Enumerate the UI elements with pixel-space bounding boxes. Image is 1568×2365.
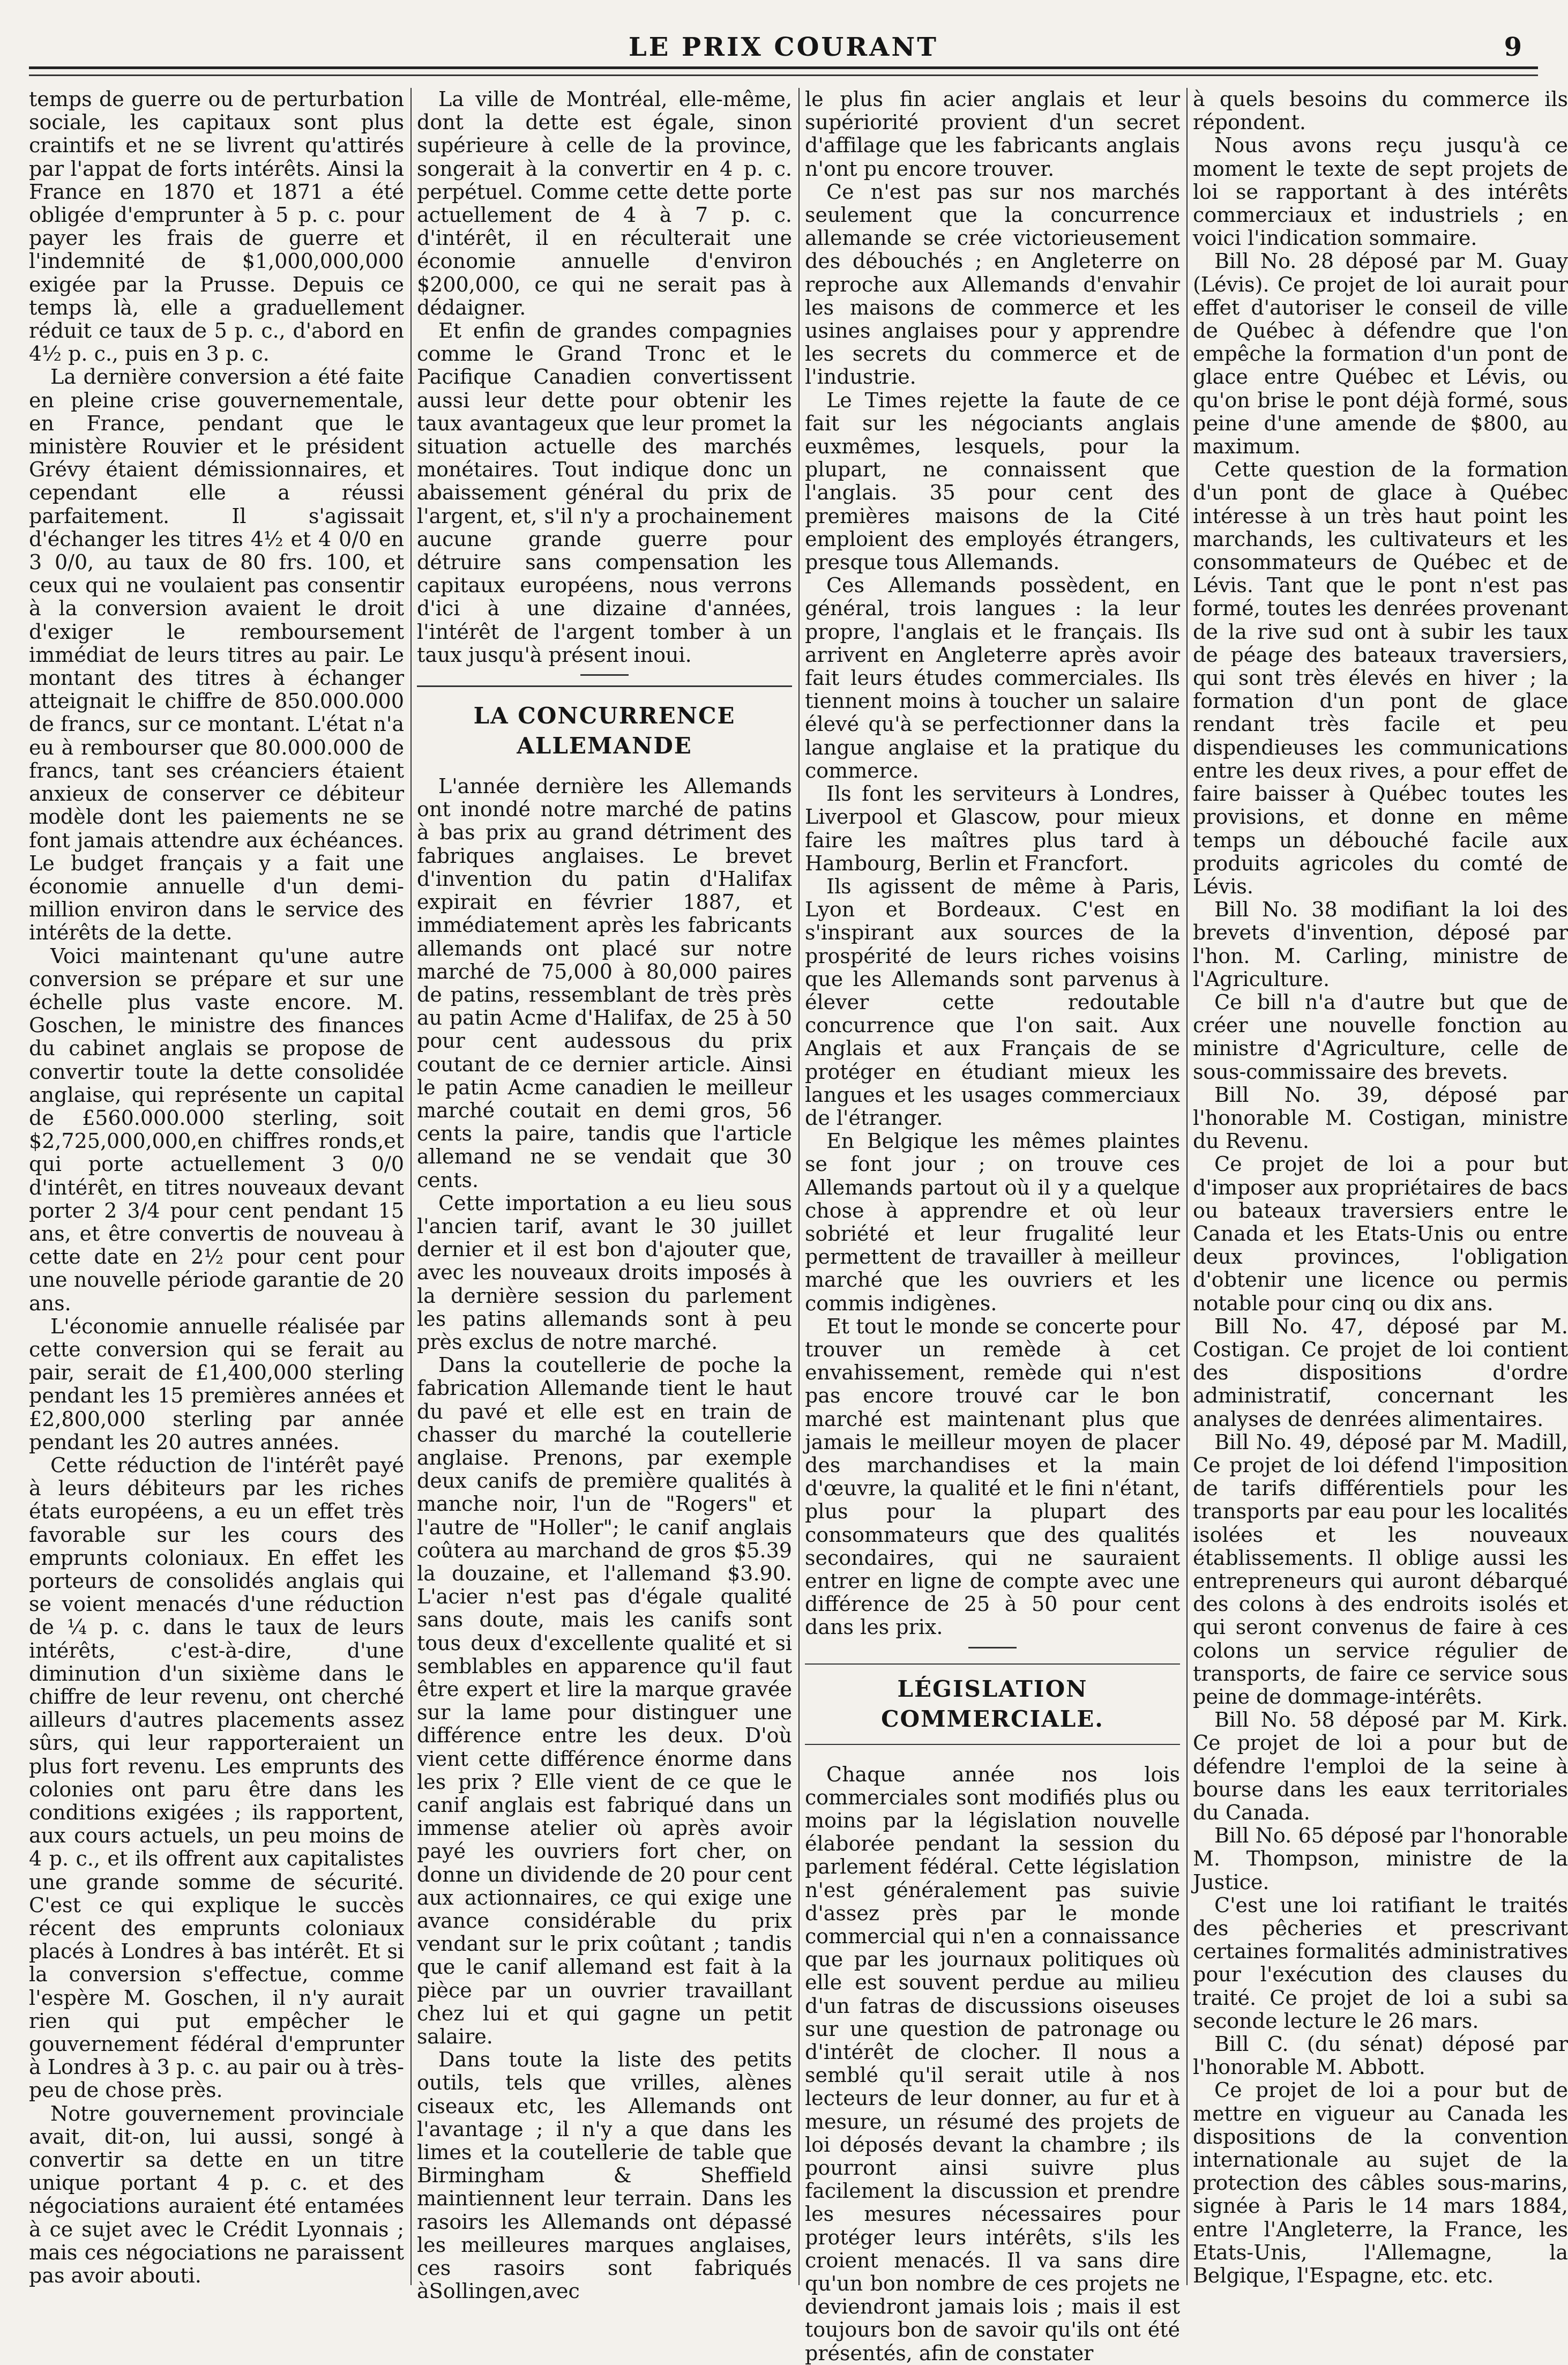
paragraph: Notre gouvernement provinciale avait, dit-on, lui aussi, songé à convertir sa dette en un titre unique portant 4 p. c. et des négociations auraient été entamées à ce sujet avec le Crédit Lyonnais ; mais ces négociations ne paraissent pas avoir abouti. xyxy=(29,2101,404,2288)
newspaper-title: LE PRIX COURANT xyxy=(628,32,939,62)
paragraph: Ce projet de loi a pour but d'imposer aux propriétaires de bacs ou bateaux traversiers entre le Canada et les Etats-Unis ou entre deux provinces, l'obligation d'obtenir une licence ou permis notable pour cinq ou dix ans. xyxy=(1193,1152,1568,1315)
paragraph: La ville de Montréal, elle-même, dont la dette est égale, sinon supérieure à celle de la province, songerait à la convertir en 4 p. c. perpétuel. Comme cette dette porte actuellement de 4 à 7 p. c. d'intérêt, il en réculterait une économie annuelle d'environ $200,000, ce qui ne serait pas à dédaigner. xyxy=(417,87,792,319)
headline-box xyxy=(805,1663,1180,1745)
headline-commercial-legislation: LÉGISLATION COMMERCIALE. xyxy=(881,1675,1104,1732)
section-dash xyxy=(968,1647,1017,1648)
section-rule xyxy=(417,685,792,687)
column-divider xyxy=(798,88,800,2285)
paragraph: temps de guerre ou de perturbation sociale, les capitaux sont plus craintifs et ne se livrent qu'attirés par l'appat de forts intérêts. Ainsi la France en 1870 et 1871 a été obligée d'emprunter à 5 p. c. pour payer les frais de guerre et l'indemnité de $1,000,000,000 exigée par la Prusse. Depuis ce temps là, elle a graduellement réduit ce taux de 5 p. c., d'abord en 4½ p. c., puis en 3 p. c. xyxy=(29,87,404,366)
column-divider xyxy=(1186,88,1188,2285)
paragraph: Dans la coutellerie de poche la fabrication Allemande tient le haut du pavé et elle est en train de chasser du marché la coutellerie anglaise. Prenons, par exemple deux canifs de première qualités à manche noir, l'un de "Rogers" et l'autre de "Holler"; le canif anglais coûtera au marchand de gros $5.39 la douzaine, et l'allemand $3.90. L'acier n'est pas d'égale qualité sans doute, mais les canifs sont tous deux d'excellente qualité et si semblables en apparence qu'il faut être expert et lire la marque gravée sur la lame pour distinguer une différence entre les deux. D'où vient cette différence énorme dans les prix ? Elle vient de ce que le canif anglais est fabriqué dans un immense atelier où après avoir payé les ouvriers fort cher, on donne un dividende de 20 pour cent aux actionnaires, ce qui exige une avance considérable du prix vendant sur le prix coûtant ; tandis que le canif allemand est fait à la pièce par un ouvrier travaillant chez lui et qui gagne un petit salaire. xyxy=(417,1353,792,2049)
paragraph: L'année dernière les Allemands ont inondé notre marché de patins à bas prix au grand détriment des fabriques anglaises. Le brevet d'invention du patin d'Halifax expirait en février 1887, et immédiatement après les fabricants allemands ont placé sur notre marché de 75,000 à 80,000 paires de patins, ressemblant de très près au patin Acme d'Halifax, de 25 à 50 pour cent audessous du prix coutant de ce dernier article. Ainsi le patin Acme canadien le meilleur marché coutait en demi gros, 56 cents la paire, tandis que l'article allemand ne se vendait que 30 cents. xyxy=(417,774,792,1192)
column-2 xyxy=(417,87,792,2303)
column-3 xyxy=(805,87,1180,2365)
paragraph: Nous avons reçu jusqu'à ce moment le texte de sept projets de loi se rapportant à des intérêts commerciaux et industriels ; en voici l'indication sommaire. xyxy=(1193,133,1568,250)
paragraph: Ce n'est pas sur nos marchés seulement que la concurrence allemande se crée victorieusement des débouchés ; en Angleterre on reproche aux Allemands d'envahir les maisons de commerce et les usines anglaises pour y apprendre les secrets du commerce et de l'industrie. xyxy=(805,180,1180,389)
page-number: 9 xyxy=(1504,32,1522,62)
paragraph: Et tout le monde se concerte pour trouver un remède à cet envahissement, remède qui n'est pas encore trouvé car le bon marché est maintenant plus que jamais le meilleur moyen de placer des marchandises et la main d'œuvre, la qualité et le fini n'étant, plus pour la plupart des consommateurs que des qualités secondaires, qui ne sauraient entrer en ligne de compte avec une différence de 25 à 50 pour cent dans les prix. xyxy=(805,1314,1180,1639)
paragraph: Chaque année nos lois commerciales sont modifiés plus ou moins par la législation nouvelle élaborée pendant la session du parlement fédéral. Cette législation n'est généralement pas suivie d'assez près par le monde commercial qui n'en a connaissance que par les journaux politiques où elle est souvent perdue au milieu d'un fatras de discussions oiseuses sur une question de patronage ou d'intérêt de clocher. Il nous a semblé qu'il serait utile à nos lecteurs de leur donner, au fur et à mesure, un résumé des projets de loi déposés devant la chambre ; ils pourront ainsi suivre plus facilement la discussion et prendre les mesures nécessaires pour protéger leurs intérêts, s'ils les croient menacés. Il va sans dire qu'un bon nombre de ces projets ne deviendront jamais lois ; mais il est toujours bon de savoir qu'ils ont été présentés, afin de constater xyxy=(805,1762,1180,2365)
paragraph: Bill C. (du sénat) déposé par l'honorable M. Abbott. xyxy=(1193,2032,1568,2079)
column-4 xyxy=(1193,87,1568,2288)
masthead xyxy=(29,32,1538,69)
paragraph: Le Times rejette la faute de ce fait sur les négociants anglais euxmêmes, lesquels, pour la plupart, ne connaissent que l'anglais. 35 pour cent des premières maisons de la Cité emploient des employés étrangers, presque tous Allemands. xyxy=(805,388,1180,575)
paragraph: Bill No. 65 déposé par l'honorable M. Thompson, ministre de la Justice. xyxy=(1193,1824,1568,1894)
column-1 xyxy=(29,87,404,2288)
paragraph: Ils font les serviteurs à Londres, Liverpool et Glascow, pour mieux faire les maîtres plus tard à Hambourg, Berlin et Francfort. xyxy=(805,782,1180,875)
paragraph: Ils agissent de même à Paris, Lyon et Bordeaux. C'est en s'inspirant aux sources de la prospérité de leurs riches voisins que les Allemands sont parvenus à élever cette redoutable concurrence que l'on sait. Aux Anglais et aux Français de se protéger en étudiant mieux les langues et les usages commerciaux de l'étranger. xyxy=(805,874,1180,1130)
columns xyxy=(29,87,1568,2365)
paragraph: Et enfin de grandes compagnies comme le Grand Tronc et le Pacifique Canadien convertissent aussi leur dette pour obtenir les taux avantageux que leur promet la situation actuelle des marchés monétaires. Tout indique donc un abaissement général du prix de l'argent, et, s'il n'y a prochainement aucune grande guerre pour détruire sans compensation les capitaux européens, nous verrons d'ici à une dizaine d'années, l'intérêt de l'argent tomber à un taux jusqu'à présent inoui. xyxy=(417,319,792,667)
paragraph: Bill No. 28 déposé par M. Guay (Lévis). Ce projet de loi aurait pour effet d'autoriser le conseil de ville de Québec à défendre que l'on empêche la formation d'un pont de glace entre Québec et Lévis, ou qu'on brise le pont déjà formé, sous peine d'une amende de $800, au maximum. xyxy=(1193,249,1568,459)
paragraph: Bill No. 39, déposé par l'honorable M. Costigan, ministre du Revenu. xyxy=(1193,1083,1568,1153)
paragraph: le plus fin acier anglais et leur supériorité provient d'un secret d'affilage que les fabricants anglais n'ont pu encore trouver. xyxy=(805,87,1180,181)
paragraph: Ce bill n'a d'autre but que de créer une nouvelle fonction au ministre d'Agriculture, celle de sous-commissaire des brevets. xyxy=(1193,990,1568,1084)
paragraph: C'est une loi ratifiant le traités des pêcheries et prescrivant certaines formalités administratives pour l'exécution des clauses du traité. Ce projet de loi a subi sa seconde lecture le 26 mars. xyxy=(1193,1893,1568,2033)
paragraph: Bill No. 49, déposé par M. Madill, Ce projet de loi défend l'imposition de tarifs différentiels pour les transports par eau pour les localités isolées et les nouveaux établissements. Il oblige aussi les entrepreneurs qui auront débarqué des colons à des endroits isolés et qui seront convenus de faire à ces colons un service régulier de transports, de faire ce service sous peine de dommage-intérêts. xyxy=(1193,1430,1568,1709)
paragraph: En Belgique les mêmes plaintes se font jour ; on trouve ces Allemands partout où il y a quelque chose à apprendre et où leur sobriété et leur frugalité leur permettent de travailler à meilleur marché que les ouvriers et les commis indigènes. xyxy=(805,1129,1180,1315)
paragraph: Bill No. 47, déposé par M. Costigan. Ce projet de loi contient des dispositions d'ordre administratif, concernant les analyses de denrées alimentaires. xyxy=(1193,1314,1568,1431)
paragraph: Dans toute la liste des petits outils, tels que vrilles, alènes ciseaux etc, les Allemands ont l'avantage ; il n'y a que dans les limes et la coutellerie de table que Birmingham & Sheffield maintiennent leur terrain. Dans les rasoirs les Allemands ont dépassé les meilleures marques anglaises, ces rasoirs sont fabriqués àSollingen,avec xyxy=(417,2048,792,2303)
masthead-rule xyxy=(29,74,1538,76)
headline-german-competition: LA CONCURRENCE ALLEMANDE xyxy=(473,703,736,759)
paragraph: Bill No. 38 modifiant la loi des brevets d'invention, déposé par l'hon. M. Carling, ministre de l'Agriculture. xyxy=(1193,898,1568,991)
paragraph: Cette importation a eu lieu sous l'ancien tarif, avant le 30 juillet dernier et il est bon d'ajouter que, avec les nouveaux droits imposés à la dernière session du parlement les patins allemands sont à peu près exclus de notre marché. xyxy=(417,1191,792,1354)
paragraph: Cette réduction de l'intérêt payé à leurs débiteurs par les riches états européens, a eu un effet très favorable sur les cours des emprunts coloniaux. En effet les porteurs de consolidés anglais qui se voient menacés d'une réduction de ¼ p. c. dans le taux de leurs intérêts, c'est-à-dire, d'une diminution d'un sixième dans le chiffre de leur revenu, ont cherché ailleurs d'autres placements assez sûrs, qui leur rapporteraient un plus fort revenu. Les emprunts des colonies ont paru être dans les conditions exigées ; ils rapportent, aux cours actuels, un peu moins de 4 p. c., et ils offrent aux capitalistes une grande somme de sécurité. C'est ce qui explique le succès récent des emprunts coloniaux placés à Londres à bas intérêt. Et si la conversion s'effectue, comme l'espère M. Goschen, il n'y aurait rien qui put empêcher le gouvernement fédéral d'emprunter à Londres à 3 p. c. au pair ou à très-peu de chose près. xyxy=(29,1453,404,2102)
paragraph: à quels besoins du commerce ils répondent. xyxy=(1193,87,1568,135)
paragraph: Ces Allemands possèdent, en général, trois langues : la leur propre, l'anglais et le français. Ils arrivent en Angleterre après avoir fait leurs études commerciales. Ils tiennent moins à toucher un salaire élevé qu'à se perfectionner dans la langue anglaise et la pratique du commerce. xyxy=(805,573,1180,782)
paragraph: L'économie annuelle réalisée par cette conversion qui se ferait au pair, serait de £1,400,000 sterling pendant les 15 premières années et £2,800,000 sterling par année pendant les 20 autres années. xyxy=(29,1314,404,1454)
paragraph: La dernière conversion a été faite en pleine crise gouvernementale, en France, pendant que le ministère Rouvier et le président Grévy étaient démissionnaires, et cependant elle a réussi parfaitement. Il s'agissait d'échanger les titres 4½ et 4 0/0 en 3 0/0, au taux de 80 frs. 100, et ceux qui ne voulaient pas consentir à la conversion avaient le droit d'exiger le remboursement immédiat de leurs titres au pair. Le montant des titres à échanger atteignait le chiffre de 850.000.000 de francs, sur ce montant. L'état n'a eu à rembourser que 80.000.000 de francs, tant ses créanciers étaient anxieux de conserver ce débiteur modèle dont les paiements ne se font jamais attendre aux échéances. Le budget français y a fait une économie annuelle d'un demi-million environ dans le service des intérêts de la dette. xyxy=(29,365,404,945)
paragraph: Voici maintenant qu'une autre conversion se prépare et sur une échelle plus vaste encore. M. Goschen, le ministre des finances du cabinet anglais se propose de convertir toute la dette consolidée anglaise, qui représente un capital de £560.000.000 sterling, soit $2,725,000,000,en chiffres ronds,et qui porte actuellement 3 0/0 d'intérêt, en titres nouveaux devant porter 2 3/4 pour cent pendant 15 ans, et être convertis de nouveau à cette date en 2½ pour cent pour une nouvelle période garantie de 20 ans. xyxy=(29,944,404,1315)
column-divider xyxy=(410,88,412,2285)
section-dash xyxy=(580,674,629,676)
paragraph: Bill No. 58 déposé par M. Kirk. Ce projet de loi a pour but de défendre l'emploi de la seine à bourse dans les eaux territoriales du Canada. xyxy=(1193,1708,1568,1825)
paragraph: Ce projet de loi a pour but de mettre en vigueur au Canada les dispositions de la convention internationale au sujet de la protection des câbles sous-marins, signée à Paris le 14 mars 1884, entre l'Angleterre, la France, les Etats-Unis, l'Allemagne, la Belgique, l'Espagne, etc. etc. xyxy=(1193,2078,1568,2288)
paragraph: Cette question de la formation d'un pont de glace à Québec intéresse à un très haut point les marchands, les cultivateurs et les consommateurs de Québec et de Lévis. Tant que le pont n'est pas formé, toutes les denrées provenant de la rive sud ont à subir les taux de péage des bateaux traversiers, qui sont très élevés en hiver ; la formation d'un pont de glace rendant très facile et peu dispendieuses les communications entre les deux rives, a pour effet de faire baisser à Québec toutes les provisions, et donne en même temps un débouché facile aux produits agricoles du comté de Lévis. xyxy=(1193,458,1568,898)
